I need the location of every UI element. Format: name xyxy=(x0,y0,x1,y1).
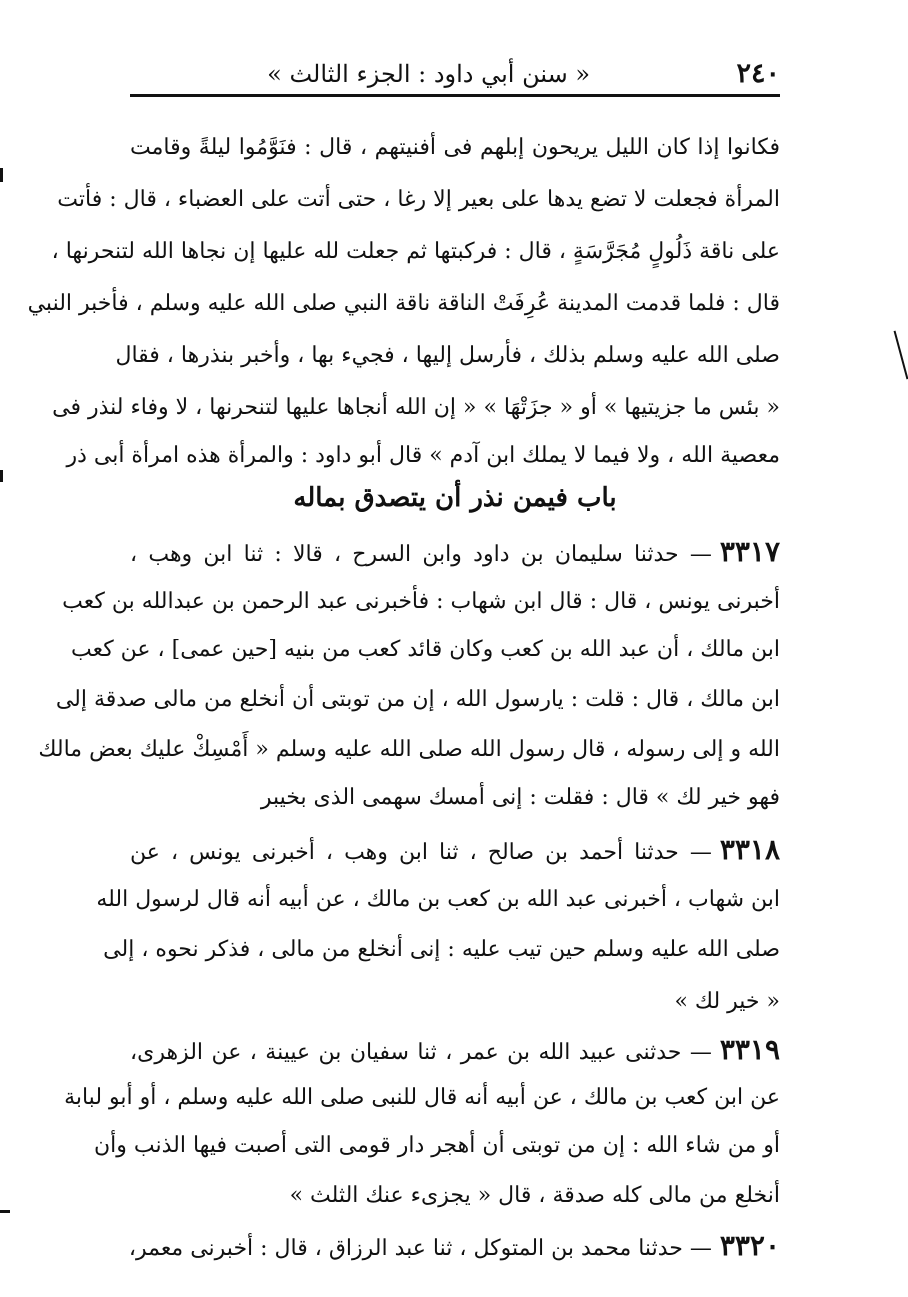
hadith-text: — حدثنا محمد بن المتوكل ، ثنا عبد الرزاق ، قال : أخبرنى معمر، xyxy=(128,1236,712,1261)
hadith-number: ٣٣١٨ xyxy=(719,833,780,866)
page-number: ٢٤٠ xyxy=(736,58,780,89)
text-line: ابن مالك ، قال : قلت : يارسول الله ، إن من توبتى أن أنخلع من مالى صدقة إلى xyxy=(55,687,780,712)
hadith-number: ٣٣٢٠ xyxy=(719,1229,780,1262)
text-line: فهو خير لك » قال : فقلت : إنى أمسك سهمى الذى بخيبر xyxy=(260,785,780,810)
running-title: « سنن أبي داود : الجزء الثالث » xyxy=(267,60,590,88)
text-line: المرأة فجعلت لا تضع يدها على بعير إلا رغا ، حتى أتت على العضباء ، قال : فأتت xyxy=(57,187,780,212)
hadith-first-line xyxy=(130,830,780,872)
text-line: فكانوا إذا كان الليل يريحون إبلهم فى أفنيتهم ، قال : فنَوَّمُوا ليلةً وقامت xyxy=(130,135,780,160)
text-line: ابن مالك ، أن عبد الله بن كعب وكان قائد كعب من بنيه [حين عمى] ، عن كعب xyxy=(71,637,780,662)
hadith-first-line xyxy=(130,1226,780,1268)
scan-mark xyxy=(0,1210,10,1213)
section-heading: باب فيمن نذر أن يتصدق بماله xyxy=(293,483,617,513)
text-line: « بئس ما جزيتيها » أو « جزَتْهَا » « إن الله أنجاها عليها لتنحرنها ، لا وفاء لنذر فى xyxy=(52,395,780,420)
hadith-number: ٣٣١٩ xyxy=(719,1033,780,1066)
page-header xyxy=(130,54,780,94)
hadith-text: — حدثنا سليمان بن داود وابن السرح ، قالا : ثنا ابن وهب ، xyxy=(130,542,712,567)
hadith-number: ٣٣١٧ xyxy=(719,535,780,568)
hadith-first-line xyxy=(130,1030,780,1072)
text-line: « خير لك » xyxy=(674,989,780,1014)
text-line: صلى الله عليه وسلم بذلك ، فأرسل إليها ، فجيء بها ، وأخبر بنذرها ، فقال xyxy=(115,343,780,368)
header-rule xyxy=(130,94,780,97)
text-line: قال : فلما قدمت المدينة عُرِفَتْ الناقة ناقة النبي صلى الله عليه وسلم ، فأخبر النبي xyxy=(27,291,780,316)
hadith-text: — حدثنى عبيد الله بن عمر ، ثنا سفيان بن عيينة ، عن الزهرى، xyxy=(130,1040,712,1065)
text-line: ابن شهاب ، أخبرنى عبد الله بن كعب بن مالك ، عن أبيه أنه قال لرسول الله xyxy=(96,887,780,912)
text-line: أو من شاء الله : إن من توبتى أن أهجر دار قومى التى أصبت فيها الذنب وأن xyxy=(94,1133,780,1158)
text-line: عن ابن كعب بن مالك ، عن أبيه أنه قال للنبى صلى الله عليه وسلم ، أو أبو لبابة xyxy=(64,1085,780,1110)
text-line: أخبرنى يونس ، قال : قال ابن شهاب : فأخبرنى عبد الرحمن بن عبدالله بن كعب xyxy=(62,589,780,614)
scan-mark xyxy=(894,331,908,380)
hadith-first-line xyxy=(130,532,780,574)
scan-mark xyxy=(0,470,3,482)
text-line: الله و إلى رسوله ، قال رسول الله صلى الله عليه وسلم « أَمْسِكْ عليك بعض مالك xyxy=(38,737,780,762)
text-line: أنخلع من مالى كله صدقة ، قال « يجزىء عنك الثلث » xyxy=(289,1183,780,1208)
text-line: على ناقة ذَلُولٍ مُجَرَّسَةٍ ، قال : فركبتها ثم جعلت لله عليها إن نجاها الله لتنحرنها ، xyxy=(51,239,780,264)
text-line: معصية الله ، ولا فيما لا يملك ابن آدم » قال أبو داود : والمرأة هذه امرأة أبى ذر xyxy=(66,443,780,468)
scan-mark xyxy=(0,168,3,182)
text-line: صلى الله عليه وسلم حين تيب عليه : إنى أنخلع من مالى ، فذكر نحوه ، إلى xyxy=(103,937,780,962)
hadith-text: — حدثنا أحمد بن صالح ، ثنا ابن وهب ، أخبرنى يونس ، عن xyxy=(130,840,712,865)
